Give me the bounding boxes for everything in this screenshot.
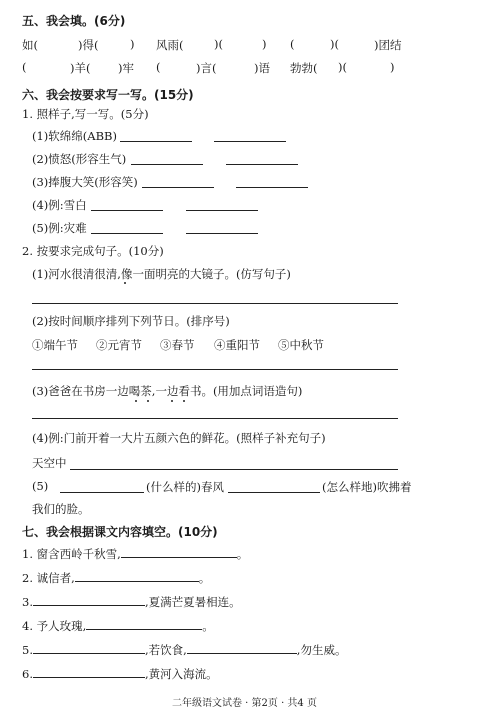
answer-blank[interactable] (33, 677, 145, 678)
emphasis-dot (124, 282, 126, 284)
section-5-title: 五、我会填。(6分) (22, 14, 126, 28)
answer-line[interactable] (91, 210, 163, 211)
answer-blank[interactable] (33, 605, 145, 606)
q1-item-3: (3)捧腹大笑(形容笑) (32, 175, 138, 189)
answer-blank[interactable] (33, 653, 145, 654)
s7-line-4: 4. 予人玫瑰, 。 (22, 619, 214, 633)
answer-line[interactable] (32, 369, 398, 370)
q1-heading: 1. 照样子,写一写。(5分) (22, 107, 149, 121)
answer-line[interactable] (32, 303, 398, 304)
q2-5-mid: (什么样的)春风 (146, 480, 224, 494)
section-7-title: 七、我会根据课文内容填空。(10分) (22, 525, 218, 539)
answer-blank[interactable] (75, 581, 199, 582)
q2-heading: 2. 按要求完成句子。(10分) (22, 244, 164, 258)
answer-blank[interactable] (86, 629, 202, 630)
page-footer: 二年级语文试卷 · 第2页 · 共4 页 (172, 698, 317, 709)
answer-line[interactable] (70, 469, 398, 470)
answer-line[interactable] (32, 418, 398, 419)
s7-line-3: 3. ,夏满芒夏暑相连。 (22, 595, 241, 609)
answer-line[interactable] (120, 141, 192, 142)
emphasis-dot (147, 400, 149, 402)
q2-5-end: (怎么样地)吹拂着 (322, 480, 412, 494)
section-6-title: 六、我会按要求写一写。(15分) (22, 88, 194, 102)
emphasis-dot (171, 400, 173, 402)
q1-item-4: (4)例:雪白 (32, 198, 87, 212)
emphasis-dot (183, 400, 185, 402)
answer-line[interactable] (236, 187, 308, 188)
answer-line[interactable] (60, 492, 144, 493)
q2-3-prompt: (3)爸爸在书房一边喝茶,一边看书。(用加点词语造句) (32, 384, 303, 398)
answer-line[interactable] (226, 164, 298, 165)
q2-2-prompt: (2)按时间顺序排列下列节日。(排序号) (32, 314, 230, 328)
q1-item-5: (5)例:灾难 (32, 221, 87, 235)
q1-item-2: (2)愤怒(形容生气) (32, 152, 127, 166)
answer-line[interactable] (142, 187, 214, 188)
answer-line[interactable] (91, 233, 163, 234)
q2-4-prompt: (4)例:门前开着一大片五颜六色的鲜花。(照样子补充句子) (32, 431, 326, 445)
q2-1-prompt: (1)河水很清很清,像一面明亮的大镜子。(仿写句子) (32, 267, 291, 281)
emphasis-dot (135, 400, 137, 402)
answer-line[interactable] (131, 164, 203, 165)
s7-line-1: 1. 窗含西岭千秋雪, 。 (22, 547, 249, 561)
q2-5-label: (5) (32, 479, 49, 493)
s7-line-6: 6. ,黄河入海流。 (22, 667, 218, 681)
answer-line[interactable] (186, 210, 258, 211)
answer-line[interactable] (228, 492, 320, 493)
q2-4-prefix: 天空中 (32, 456, 67, 470)
answer-line[interactable] (186, 233, 258, 234)
answer-blank[interactable] (121, 557, 237, 558)
q2-5-tail: 我们的脸。 (32, 502, 90, 516)
s7-line-5: 5. ,若饮食, ,勿生威。 (22, 643, 347, 657)
answer-line[interactable] (214, 141, 286, 142)
s7-line-2: 2. 诚信者, 。 (22, 571, 211, 585)
answer-blank[interactable] (187, 653, 297, 654)
q1-item-1: (1)软绵绵(ABB) (32, 129, 117, 143)
